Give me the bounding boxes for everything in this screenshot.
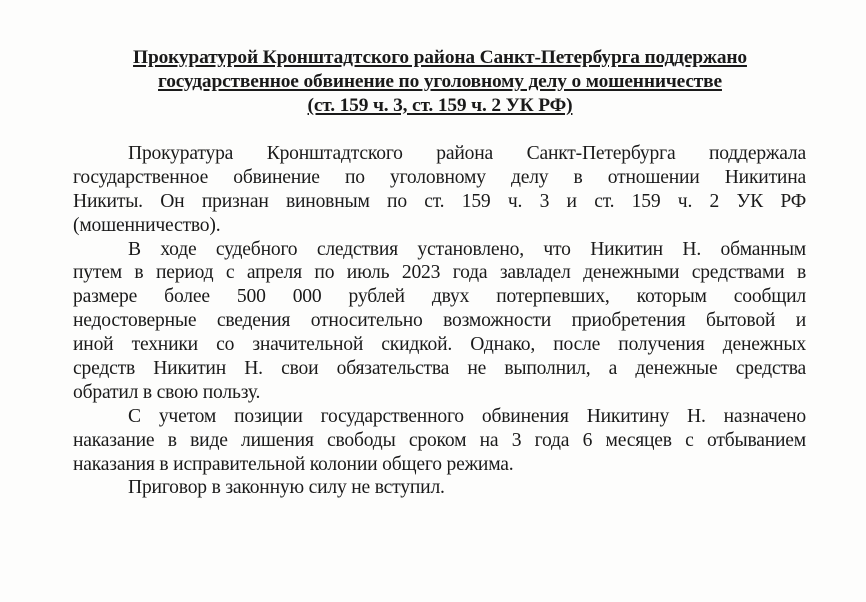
text-line: недостоверные сведения относительно возможности приобретения бытовой и xyxy=(73,310,806,332)
text-line: В ходе судебного следствия установлено, что Никитин Н. обманным xyxy=(128,238,806,260)
paragraph-3 xyxy=(73,405,806,477)
paragraph-4 xyxy=(73,476,806,500)
text-line: наказания в исправительной колонии общего режима. xyxy=(73,453,514,475)
text-line: государственное обвинение по уголовному делу в отношении Никитина xyxy=(73,166,806,188)
text-line: иной техники со значительной скидкой. Однако, после получения денежных xyxy=(73,334,806,356)
text-line: С учетом позиции государственного обвинения Никитину Н. назначено xyxy=(128,405,806,427)
text-line: средств Никитин Н. свои обязательства не выполнил, а денежные средства xyxy=(73,358,806,380)
title-line xyxy=(80,70,800,94)
title-text: Прокуратурой Кронштадтского района Санкт-Петербурга поддержано xyxy=(133,47,747,68)
document-body xyxy=(73,142,806,500)
text-line: размере более 500 000 рублей двух потерпевших, которым сообщил xyxy=(73,286,806,308)
text-line: путем в период с апреля по июль 2023 года завладел денежными средствами в xyxy=(73,262,806,284)
text-line: (мошенничество). xyxy=(73,214,221,236)
text-line: обратил в свою пользу. xyxy=(73,381,261,403)
text-line: наказание в виде лишения свободы сроком на 3 года 6 месяцев с отбыванием xyxy=(73,429,806,451)
text-line: Прокуратура Кронштадтского района Санкт-Петербурга поддержала xyxy=(128,143,806,164)
title-line xyxy=(80,94,800,118)
title-text: (ст. 159 ч. 3, ст. 159 ч. 2 УК РФ) xyxy=(307,95,573,116)
title-line xyxy=(80,46,800,70)
text-line: Приговор в законную силу не вступил. xyxy=(128,477,445,499)
title-text: государственное обвинение по уголовному делу о мошенничестве xyxy=(158,71,722,92)
paragraph-2 xyxy=(73,238,806,405)
paragraph-1 xyxy=(73,142,806,238)
text-line: Никиты. Он признан виновным по ст. 159 ч. 3 и ст. 159 ч. 2 УК РФ xyxy=(73,190,806,212)
document-title xyxy=(80,46,800,118)
